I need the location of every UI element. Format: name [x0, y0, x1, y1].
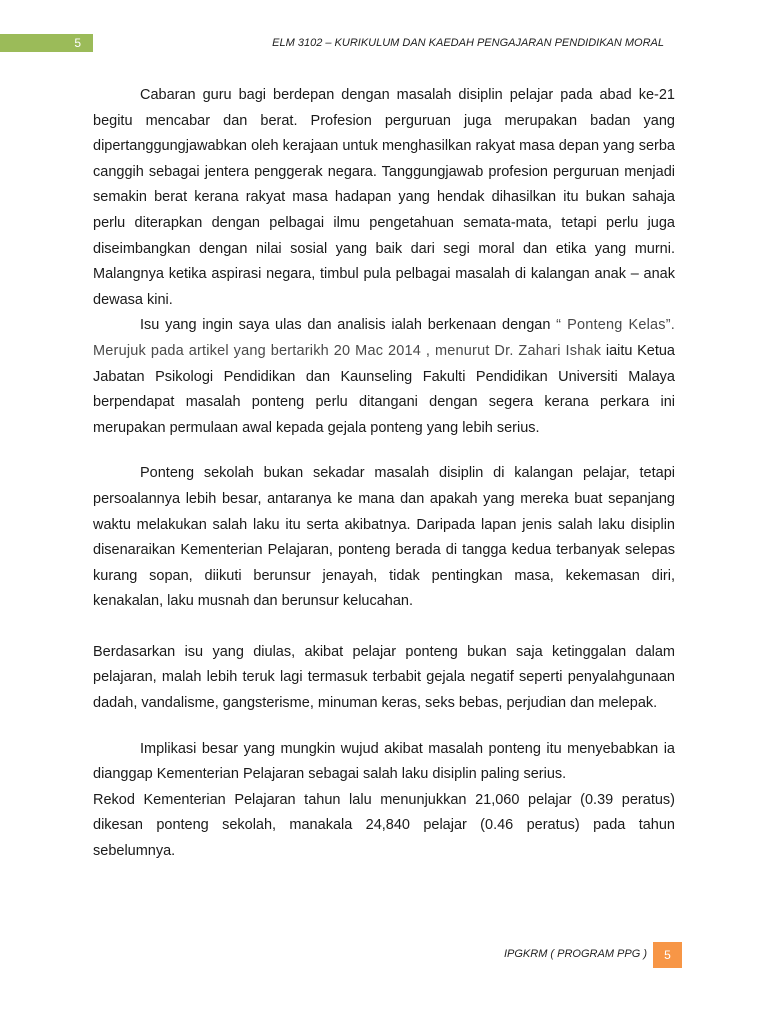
footer-page-number: 5	[653, 942, 682, 968]
paragraph-3: Ponteng sekolah bukan sekadar masalah disiplin di kalangan pelajar, tetapi persoalannya lebih besar, antaranya ke mana dan apakah yang mereka buat sepanjang waktu melakukan salah laku itu serta akibatnya. Daripada lapan jenis salah laku disiplin disenaraikan Kementerian Pelajaran, ponteng berada di tangga kedua terbanyak selepas kurang sopan, diikuti berunsur jenayah, tidak pentingkan masa, kekemasan diri, kenakalan, laku musnah dan berunsur kelucahan.	[93, 465, 675, 610]
paragraph-6: Rekod Kementerian Pelajaran tahun lalu menunjukkan 21,060 pelajar (0.39 peratus) dikesan ponteng sekolah, manakala 24,840 pelajar (0.46 peratus) pada tahun sebelumnya.	[93, 791, 675, 860]
header-title: ELM 3102 – KURIKULUM DAN KAEDAH PENGAJARAN PENDIDIKAN MORAL	[272, 37, 664, 49]
paragraph-1: Cabaran guru bagi berdepan dengan masalah disiplin pelajar pada abad ke-21 begitu mencabar dan berat. Profesion perguruan juga merupakan badan yang dipertanggungjawabkan oleh kerajaan untuk menghasilkan rakyat masa depan yang serba canggih sebagai jentera penggerak negara. Tanggungjawab profesion perguruan menjadi semakin berat kerana rakyat masa hadapan yang hendak dihasilkan itu bukan sahaja perlu diterapkan dengan pelbagai ilmu pengetahuan semata-mata, tetapi perlu juga diseimbangkan dengan nilai sosial yang baik dari segi moral dan etika yang murni. Malangnya ketika aspirasi negara, timbul pula pelbagai masalah di kalangan anak – anak dewasa kini.	[93, 87, 675, 308]
paragraph-2-rest: iaitu Ketua Jabatan Psikologi Pendidikan dan Kaunseling Fakulti Pendidikan Universiti Malaya berpendapat masalah ponteng perlu ditangani dengan segera kerana perkara ini merupakan permulaan awal kepada gejala ponteng yang lebih serius.	[93, 342, 675, 436]
header-page-number: 5	[0, 34, 93, 52]
paragraph-2	[93, 313, 675, 441]
footer-label: IPGKRM ( PROGRAM PPG )	[503, 948, 647, 960]
paragraph-2-quote: “ Ponteng Kelas”. Merujuk pada artikel yang bertarikh 20 Mac 2014 , menurut Dr. Zahari Ishak	[93, 317, 676, 359]
paragraph-5: Implikasi besar yang mungkin wujud akibat masalah ponteng itu menyebabkan ia dianggap Kementerian Pelajaran sebagai salah laku disiplin paling serius.	[93, 740, 675, 783]
document-body	[93, 83, 675, 865]
paragraph-4: Berdasarkan isu yang diulas, akibat pelajar ponteng bukan saja ketinggalan dalam pelajaran, malah lebih teruk lagi termasuk terbabit gejala negatif seperti penyalahgunaan dadah, vandalisme, gangsterisme, minuman keras, seks bebas, perjudian dan melepak.	[93, 643, 675, 712]
paragraph-2-lead: Isu yang ingin saya ulas dan analisis ialah berkenaan dengan	[140, 317, 551, 334]
